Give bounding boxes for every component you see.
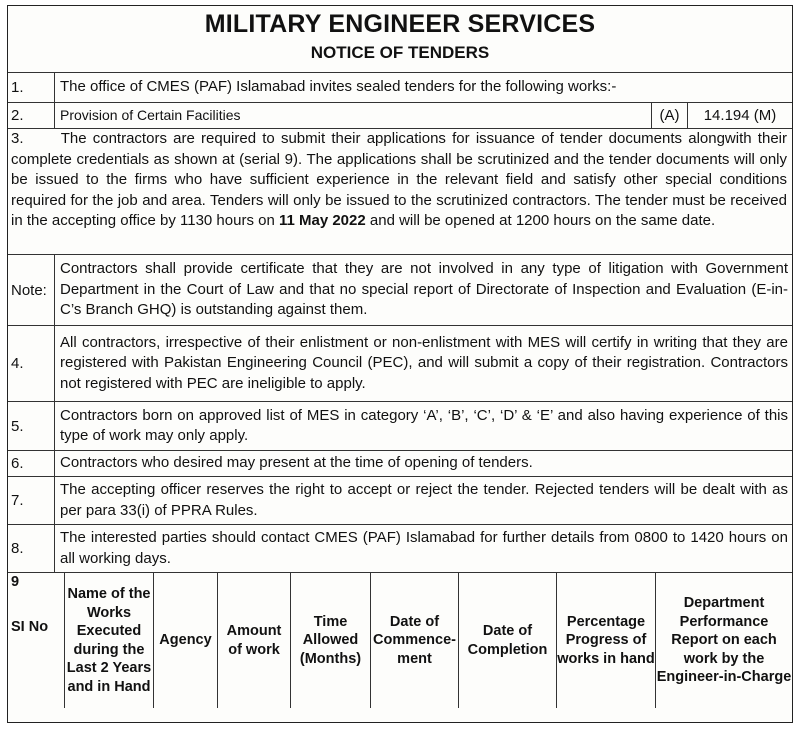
work-amount: 14.194 (M): [687, 103, 792, 128]
row-number: 1.: [8, 73, 55, 102]
row-text: All contractors, irrespective of their enlistment or non-enlistment with MES will certify in writing that they are registered with Pakistan Engineering Council (PEC), and will submit a copy of their registration. Contractors not registered with PEC are ineligible to apply.: [60, 333, 788, 392]
row-text: The accepting officer reserves the right to accept or reject the tender. Rejected tenders will be dealt with as per para 33(i) of PPRA Rules.: [60, 481, 788, 519]
column-header-completion: Date of Completion: [459, 573, 557, 708]
row-text: Contractors shall provide certificate that they are not involved in any type of litigation with Government Department in the Court of Law and that no special report of Directorate of Inspection and Evaluation (E-in-C’s Branch GHQ) is outstanding against them.: [60, 260, 788, 319]
row-text: The contractors are required to submit their applications for issuance of tender documents alongwith their complete credentials as shown at (serial 9). The applications shall be scrutinized and the tender documents will only be issued to the firms who have sufficient experience in the relevant field and satisfy other special conditions required for the job and area. Tenders will only be issued to the scrutinized contractors. The tender must be received in the accepting office by 1130 hours on: [11, 130, 787, 230]
row-text: The interested parties should contact CMES (PAF) Islamabad for further details from 0800 to 1420 hours on all working days.: [60, 529, 788, 567]
row-9-credentials-table: [8, 572, 792, 708]
row-number: Note:: [8, 255, 55, 325]
row-text-end: and will be opened at 1200 hours on the same date.: [369, 212, 716, 230]
row-number: 5.: [8, 402, 55, 450]
column-header-agency: Agency: [154, 573, 218, 708]
row-number: 2.: [8, 103, 55, 128]
notice-header: [8, 6, 792, 72]
column-header-works: Name of the Works Executed during the Last 2 Years and in Hand: [65, 573, 154, 708]
column-header-performance-report: Department Performance Report on each work by the Engineer-in-Charge: [656, 595, 792, 686]
row-4: [8, 325, 792, 401]
tender-date: 11 May 2022: [278, 212, 366, 230]
page-title: MILITARY ENGINEER SERVICES: [204, 10, 596, 38]
row-number: 9: [11, 574, 20, 590]
row-number: 8.: [8, 525, 55, 572]
row-2: [8, 102, 792, 128]
row-8: [8, 524, 792, 572]
row-note: [8, 254, 792, 325]
row-text: The office of CMES (PAF) Islamabad invites sealed tenders for the following works:-: [60, 78, 617, 96]
column-header-amount: Amount of work: [218, 573, 291, 708]
row-3: [8, 128, 792, 254]
row-number: 6.: [8, 451, 55, 476]
column-header-time-allowed: Time Allowed (Months): [291, 573, 371, 708]
row-7: [8, 476, 792, 524]
work-name: Provision of Certain Facilities: [60, 107, 241, 124]
row-number: 7.: [8, 477, 55, 524]
work-category: (A): [651, 103, 687, 128]
page-subtitle: NOTICE OF TENDERS: [310, 43, 490, 62]
row-number: 4.: [8, 326, 55, 401]
row-text: Contractors born on approved list of MES in category ‘A’, ‘B’, ‘C’, ‘D’ & ‘E’ and also having experience of this type of work may only apply.: [60, 406, 788, 444]
row-5: [8, 401, 792, 450]
column-header-sl-no: [8, 573, 65, 708]
row-number: 3.: [11, 130, 24, 147]
column-label: SI No: [11, 618, 49, 635]
row-1: [8, 72, 792, 102]
credentials-header: [8, 573, 792, 708]
column-header-progress: Percentage Progress of works in hand: [557, 573, 656, 708]
row-6: [8, 450, 792, 476]
tender-notice: [7, 5, 793, 723]
column-header-commencement: Date of Commence-ment: [371, 573, 459, 708]
row-text: Contractors who desired may present at the time of opening of tenders.: [60, 454, 533, 472]
